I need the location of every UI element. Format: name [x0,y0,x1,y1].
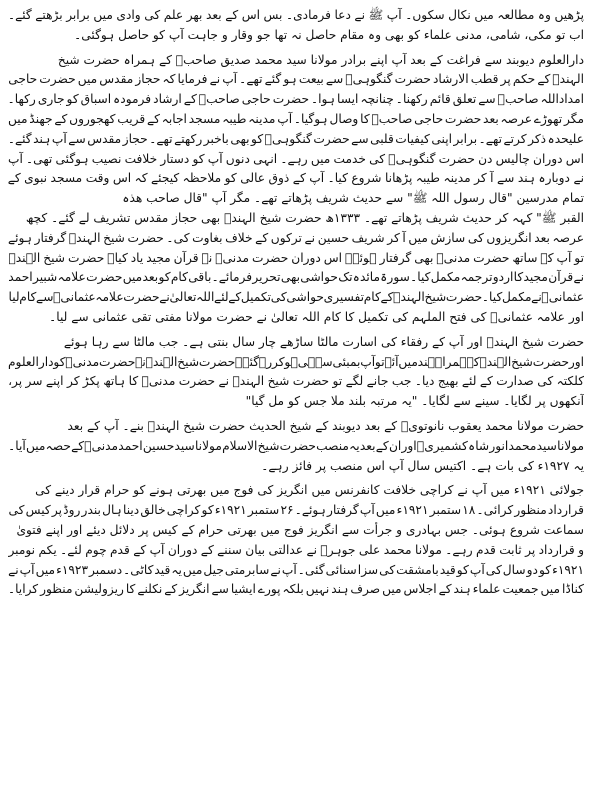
text-line: سماعت شروع ہوئی۔ جس بہادری و جرأت سے انگریز فوج میں بھرتی حرام کے کیس پر دلائل دیئے اور اپنے فتویٰ [16,522,584,537]
text-line: نے دوبارہ ہند سے آ کر مدینہ طیبہ پڑھانا شروع کیا۔ آپ کے ذوق عالی کو ملاحظہ کیجئے کہ اس وقت مسجد نبوی کے [8,171,584,186]
text-line: حضرت مولانا محمد یعقوب نانوتویؒ کے بعد دیوبند کے شیخ الحدیث حضرت شیخ الہندؒ بنے۔ آپ کے بعد [67,418,584,433]
text-line: القبر ﷺ" کہہ کر حدیث شریف پڑھاتے تھے۔ ۱۳۳۳ھ حضرت شیخ الہندؒ بھی حجاز مقدس تشریف لے گئے۔ کچھ [25,210,584,225]
paragraph-3 [8,333,584,412]
text-line: آنکھوں پر لگایا۔ سینے سے لگایا۔ "یہ مرتبہ بلند ملا جس کو مل گیا" [245,394,584,409]
text-line: اور حضرت شیخ الہندؒ کے ہمراہ ہند میں آئے تو آپ بمبئی سے ہی ہو کر رہ گئے۔ حضرت شیخ الہندؒ نے حضرت مدنیؒ کو دارالعلوم [8,354,584,369]
paragraph-1 [8,6,584,46]
text-line: امداداللہ صاحبؒ سے تعلق قائم رکھنا۔ چنانچہ ایسا ہوا۔ حضرت حاجی صاحبؒ کے ارشاد فرمودہ اسباق کو جاری رکھا۔ [8,92,584,107]
text-line: مگر تھوڑے عرصہ بعد حضرت حاجی صاحبؒ کا وصال ہوگیا۔ آپ مدینہ طیبہ مسجد اجابہ کے قریب کھجوروں کے جھنڈ میں [8,111,584,126]
text-line: اس دوران چالیس دن حضرت گنگوہیؒ کی خدمت میں رہے۔ انہی دنوں آپ کو دستار خلافت نصیب ہوگئی تھی۔ آپ [8,151,584,166]
text-line: علیحدہ ذکر کرتے تھے۔ برابر اپنی کیفیات قلبی سے حضرت گنگوہیؒ کو بھی باخبر رکھتے تھے۔ حجاز مقدس سے آپ ہند گئے۔ [8,131,584,146]
text-line: نے قرآن مجید کا اردو ترجمہ مکمل کیا۔ سورۃ مائدہ تک حواشی بھی تحریر فرمائے۔ باقی کام کو بعد میں حضرت علامہ شبیر احمد [8,270,584,285]
paragraph-5 [8,481,584,600]
text-line: مولانا سید محمد انور شاہ کشمیریؒ اور ان کے بعد یہ منصب حضرت شیخ الاسلام مولانا سید حسین احمد مدنیؒ کے حصہ میں آیا۔ [8,438,584,453]
paragraph-2 [8,51,584,328]
text-line: تو آپ کے ساتھ حضرت مدنیؒ بھی گرفتار ہوئے۔ اس دوران حضرت مدنیؒ نے قرآن مجید یاد کیا۔ حضرت شیخ الہندؒ [8,250,584,265]
text-line: قرارداد منظور کرائی۔ ۱۸ ستمبر ۱۹۲۱ء میں آپ گرفتار ہوئے۔ ۲۶ ستمبر ۱۹۲۱ء کو کراچی خالق دینا ہال بندر روڈ پر کیس کی [8,503,584,518]
text-line: یہ ۱۹۲۷ء کی بات ہے۔ اکتیس سال آپ اس منصب پر فائز رہے۔ [261,458,584,473]
text-line: تمام مدرسین "قال رسول اللہ ﷺ" سے حدیث شریف پڑھاتے تھے۔ مگر آپ "قال صاحب ھذہ [122,191,584,206]
text-line: اور علامہ عثمانیؒ کی فتح الملہم کی تکمیل کا کام اللہ تعالیٰ نے حضرت مولانا مفتی تقی عثمانی سے لیا۔ [49,309,584,324]
text-line: جولائی ۱۹۲۱ء میں آپ نے کراچی خلافت کانفرنس میں انگریز کی فوج میں بھرتی ہونے کو حرام قرار دینے کی [35,483,584,498]
text-line: کناڈا میں جمعیت علماء ہند کے اجلاس میں صرف ہند نہیں بلکہ پورے ایشیا سے انگریز کے نکلنے کا ریزولیشن منظور کرایا۔ [8,582,584,597]
text-line: دارالعلوم دیوبند سے فراغت کے بعد آپ اپنے برادر مولانا سید محمد صدیق صاحبؒ کے ہمراہ حضرت شیخ [57,52,584,67]
text-line: پڑھیں وہ مطالعہ میں نکال سکوں۔ آپ ﷺ نے دعا فرمادی۔ بس اس کے بعد بھر علم کی وادی میں برابر بڑھتے گئے۔ [8,8,584,22]
text-line: اب تو مکی، شامی، مدنی علماء کو بھی وہ مقام حاصل نہ تھا جو وقار و جاہت آپ کو حاصل ہوگئی۔ [74,27,584,42]
text-line: و قرارداد پر ثابت قدم رہے۔ مولانا محمد علی جوہرؒ نے عدالتی بیان سننے کے دوران آپ کے قدم چوم لئے۔ یکم نومبر [8,542,584,557]
text-line: حضرت شیخ الہندؒ اور آپ کے رفقاء کی اسارت مالٹا ساڑھے چار سال بنتی ہے۔ جب مالٹا سے رہا ہوئے [63,334,584,349]
text-line: الہندؒ کے حکم پر قطب الارشاد حضرت گنگوہیؒ سے بیعت ہو گئے تھے۔ آپ نے فرمایا کہ حجاز مقدس میں حضرت حاجی [8,72,584,87]
text-line: کلکتہ کی صدارت کے لئے بھیج دیا۔ جب جانے لگے تو حضرت شیخ الہندؒ نے حضرت مدنیؒ کا ہاتھ پکڑ کر اپنے سر پر، [8,374,584,389]
text-line: عثمانیؒ نے مکمل کیا۔ حضرت شیخ الہندؒ کے کام تفسیری حواشی کی تکمیل کے لئے اللہ تعالیٰ نے حضرت علامہ عثمانیؒ سے کام لیا [8,290,584,305]
text-line: عرصہ بعد انگریزوں کی سازش میں آ کر شریف حسین نے ترکوں کے خلاف بغاوت کی۔ حضرت شیخ الہندؒ گرفتار ہوئے [8,230,584,245]
text-line: ۱۹۲۱ء کو دو سال کی آپ کو قید بامشقت کی سزا سنائی گئی۔ آپ نے سابرمتی جیل میں یہ قید کاٹی۔ دسمبر ۱۹۲۳ء میں آپ نے [8,562,584,577]
paragraph-4 [8,417,584,476]
